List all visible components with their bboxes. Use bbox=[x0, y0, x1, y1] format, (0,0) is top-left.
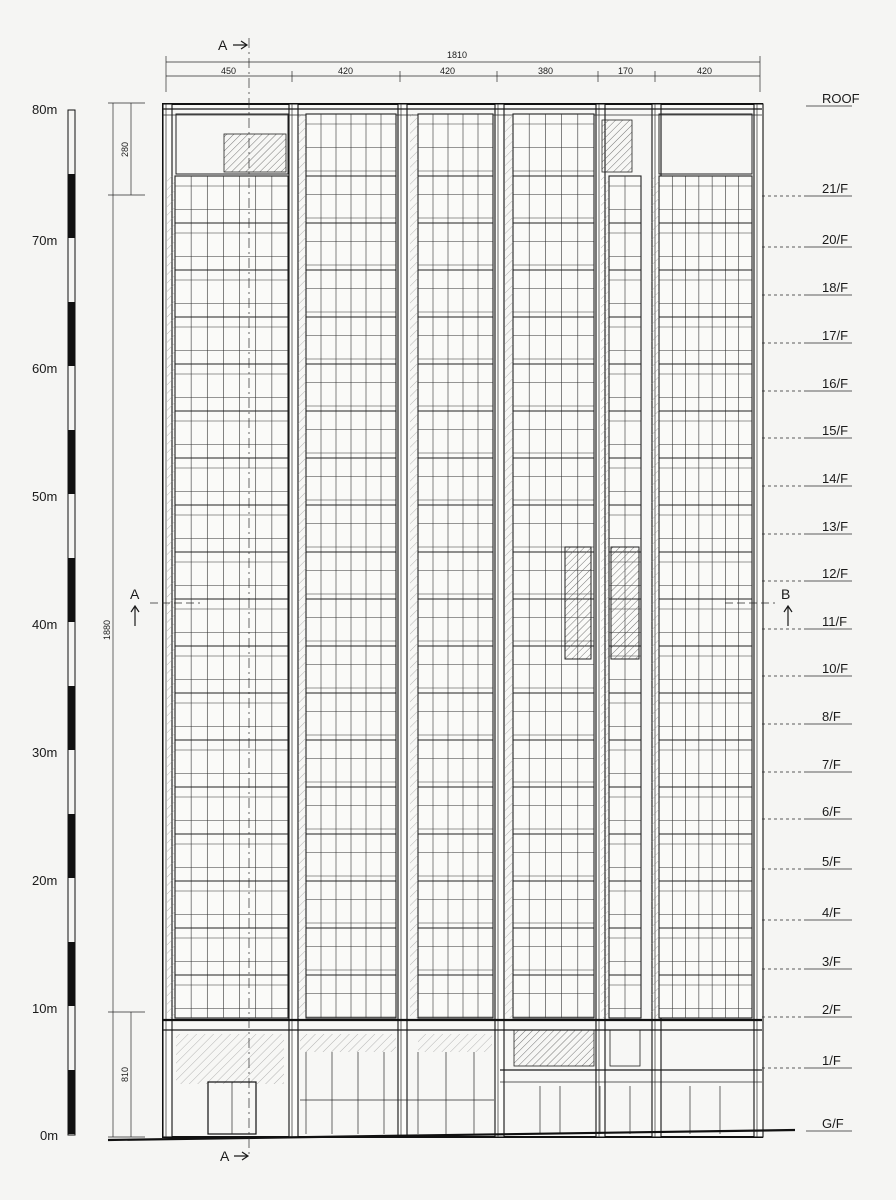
dim-bay-3: 420 bbox=[440, 66, 456, 76]
level-label-7f: 7/F bbox=[822, 757, 841, 772]
bay-5-shadow-strip bbox=[601, 176, 609, 1018]
bay-2-shadow-strip bbox=[298, 114, 306, 1018]
scale-bar-labels bbox=[32, 102, 58, 1143]
level-label-gf: G/F bbox=[822, 1116, 844, 1131]
level-label-14f: 14/F bbox=[822, 471, 849, 486]
level-label-18f: 18/F bbox=[822, 280, 849, 295]
level-label-17f: 17/F bbox=[822, 328, 849, 343]
level-label-8f: 8/F bbox=[822, 709, 841, 724]
vertical-scale-bar bbox=[68, 110, 75, 1135]
podium-hatch-1 bbox=[514, 1030, 594, 1066]
scale-label-60: 60m bbox=[32, 361, 58, 376]
dim-bay-5: 170 bbox=[618, 66, 634, 76]
section-arrow-right-icon bbox=[784, 606, 792, 626]
level-label-12f: 12/F bbox=[822, 566, 849, 581]
dim-top-height: 280 bbox=[120, 141, 130, 157]
roof-hatch-left bbox=[224, 134, 286, 172]
level-label-11f: 11/F bbox=[822, 614, 848, 629]
dim-bay-4: 380 bbox=[538, 66, 554, 76]
bay-1-frame bbox=[175, 176, 288, 1018]
section-arrow-bottom-icon bbox=[234, 1152, 248, 1160]
scale-bar-segment bbox=[68, 686, 75, 750]
scale-bar-segment bbox=[68, 174, 75, 238]
section-mark-left: A bbox=[130, 586, 140, 602]
bay-2-curtain-wall bbox=[298, 114, 396, 1018]
podium-hatch-2 bbox=[300, 1034, 396, 1052]
level-label-15f: 15/F bbox=[822, 423, 849, 438]
scale-label-50: 50m bbox=[32, 489, 58, 504]
section-arrow-top-icon bbox=[233, 41, 247, 49]
scale-label-30: 30m bbox=[32, 745, 58, 760]
section-mark-bottom: A bbox=[220, 1148, 230, 1164]
dim-bay-6: 420 bbox=[697, 66, 713, 76]
level-label-2f: 2/F bbox=[822, 1002, 841, 1017]
level-label-10f: 10/F bbox=[822, 661, 849, 676]
level-label-21f: 21/F bbox=[822, 181, 849, 196]
bay-6-shadow-strip bbox=[651, 176, 659, 1018]
pilaster-3 bbox=[495, 104, 504, 1137]
podium-hatch-4 bbox=[176, 1034, 284, 1084]
pilaster-2 bbox=[398, 104, 407, 1137]
level-label-4f: 4/F bbox=[822, 905, 841, 920]
scale-label-10: 10m bbox=[32, 1001, 58, 1016]
scale-label-0: 0m bbox=[40, 1128, 59, 1143]
podium-hatch-3 bbox=[418, 1034, 492, 1052]
scale-label-40: 40m bbox=[32, 617, 58, 632]
hatched-panel-a bbox=[565, 547, 591, 659]
roof-hatch-mid bbox=[602, 120, 632, 172]
scale-bar-segment bbox=[68, 430, 75, 494]
scale-label-20: 20m bbox=[32, 873, 58, 888]
level-label-13f: 13/F bbox=[822, 519, 849, 534]
bay-1-curtain-wall bbox=[167, 176, 288, 1018]
section-arrow-left-icon bbox=[131, 606, 139, 626]
scale-bar-segment bbox=[68, 558, 75, 622]
dim-bay-1: 450 bbox=[221, 66, 237, 76]
pilaster-1 bbox=[289, 104, 298, 1137]
pilaster-6 bbox=[754, 104, 763, 1137]
level-label-6f: 6/F bbox=[822, 804, 841, 819]
bay-4-shadow-strip bbox=[505, 114, 513, 1018]
level-label-3f: 3/F bbox=[822, 954, 841, 969]
level-label-20f: 20/F bbox=[822, 232, 849, 247]
hatched-panel-b bbox=[611, 547, 639, 659]
dim-base-height: 810 bbox=[120, 1066, 130, 1082]
dim-bay-2: 420 bbox=[338, 66, 354, 76]
dim-overall-width: 1810 bbox=[447, 50, 468, 60]
dim-overall-height: 1880 bbox=[102, 619, 112, 640]
bay-6-frame bbox=[659, 176, 752, 1018]
scale-label-80: 80m bbox=[32, 102, 58, 117]
scale-bar-segment bbox=[68, 942, 75, 1006]
bay-3-frame bbox=[418, 114, 493, 1018]
scale-bar-segment bbox=[68, 814, 75, 878]
level-label-5f: 5/F bbox=[822, 854, 841, 869]
bay-3-shadow-strip bbox=[410, 114, 418, 1018]
scale-label-70: 70m bbox=[32, 233, 58, 248]
level-label-1f: 1/F bbox=[822, 1053, 841, 1068]
bay-1-shadow-strip bbox=[167, 176, 175, 1018]
building-elevation bbox=[163, 104, 763, 1137]
scale-bar-segment bbox=[68, 302, 75, 366]
bay-6-curtain-wall bbox=[651, 176, 752, 1018]
level-label-16f: 16/F bbox=[822, 376, 849, 391]
scale-bar-segment bbox=[68, 1070, 75, 1134]
level-label-roof: ROOF bbox=[822, 91, 860, 106]
bay-3-curtain-wall bbox=[410, 114, 493, 1018]
section-mark-top: A bbox=[218, 37, 228, 53]
section-mark-right: B bbox=[781, 586, 791, 602]
